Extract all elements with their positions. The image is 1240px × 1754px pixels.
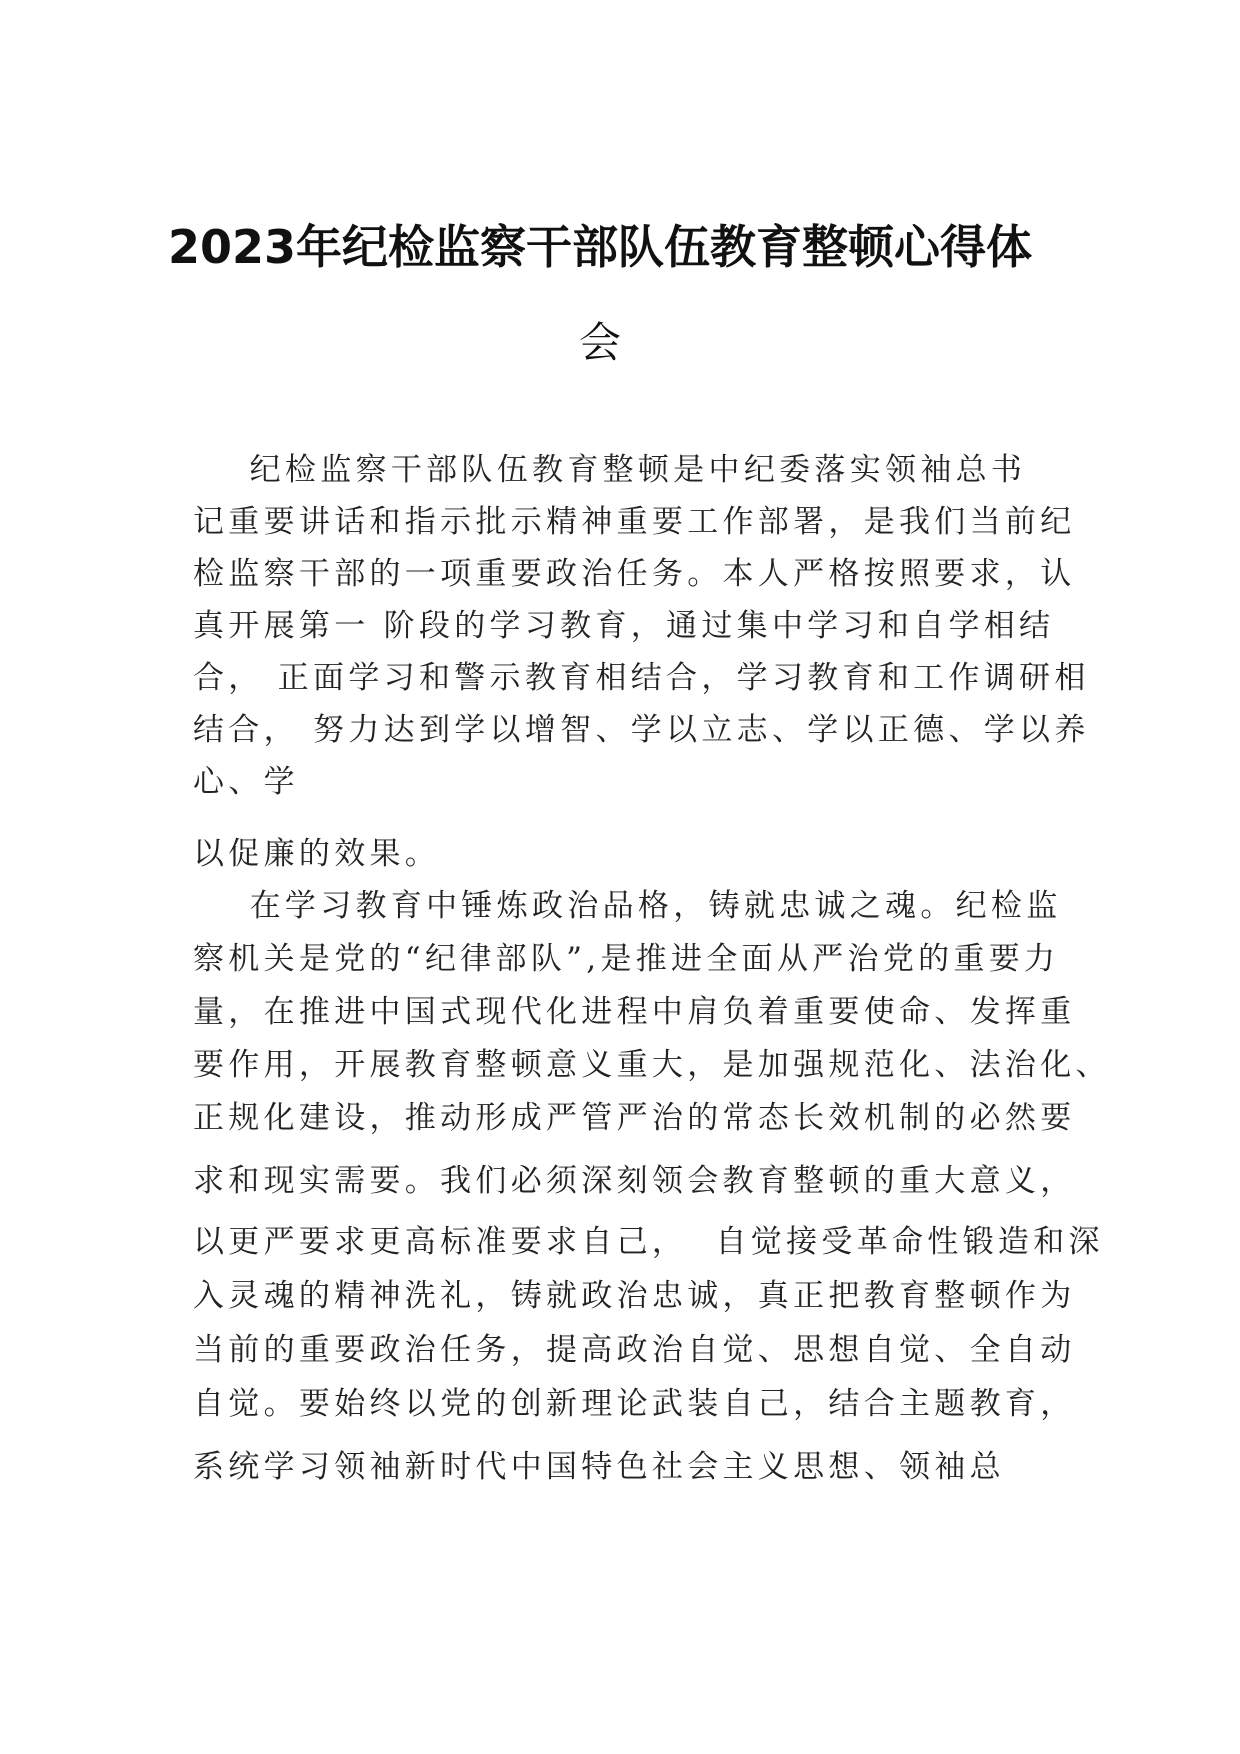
body-line: 量，在推进中国式现代化进程中肩负着重要使命、发挥重: [193, 994, 1076, 1030]
body-line: 心、学: [193, 764, 299, 800]
body-line: 记重要讲话和指示批示精神重要工作部署，是我们当前纪: [193, 504, 1076, 540]
body-line: 在学习教育中锤炼政治品格，铸就忠诚之魂。纪检监: [193, 888, 1062, 924]
body-line: 检监察干部的一项重要政治任务。本人严格按照要求，认: [193, 556, 1076, 592]
document-title-line-1: 2023年纪检监察干部队伍教育整顿心得体: [167, 220, 1033, 274]
body-line: 合， 正面学习和警示教育相结合，学习教育和工作调研相: [193, 660, 1090, 696]
body-line: 正规化建设，推动形成严管严治的常态长效机制的必然要: [193, 1100, 1076, 1136]
body-line: 察机关是党的“纪律部队”,是推进全面从严治党的重要力: [193, 941, 1060, 977]
body-line: 真开展第一 阶段的学习教育，通过集中学习和自学相结: [193, 608, 1055, 644]
body-line: 系统学习领袖新时代中国特色社会主义思想、领袖总: [193, 1449, 1005, 1485]
body-line: 求和现实需要。我们必须深刻领会教育整顿的重大意义，: [193, 1163, 1076, 1199]
body-line: 入灵魂的精神洗礼，铸就政治忠诚，真正把教育整顿作为: [193, 1278, 1076, 1314]
body-line: 以促廉的效果。: [193, 836, 441, 872]
body-line: 自觉。要始终以党的创新理论武装自己，结合主题教育，: [193, 1386, 1076, 1422]
body-line: 结合， 努力达到学以增智、学以立志、学以正德、学以养: [193, 712, 1090, 748]
body-line: 纪检监察干部队伍教育整顿是中纪委落实领袖总书: [193, 452, 1027, 488]
body-line: 当前的重要政治任务，提高政治自觉、思想自觉、全自动: [193, 1332, 1076, 1368]
document-title-line-2: 会: [578, 318, 621, 367]
body-line: 以更严要求更高标准要求自己， 自觉接受革命性锻造和深: [193, 1224, 1104, 1260]
body-line: 要作用，开展教育整顿意义重大，是加强规范化、法治化、: [193, 1047, 1111, 1083]
